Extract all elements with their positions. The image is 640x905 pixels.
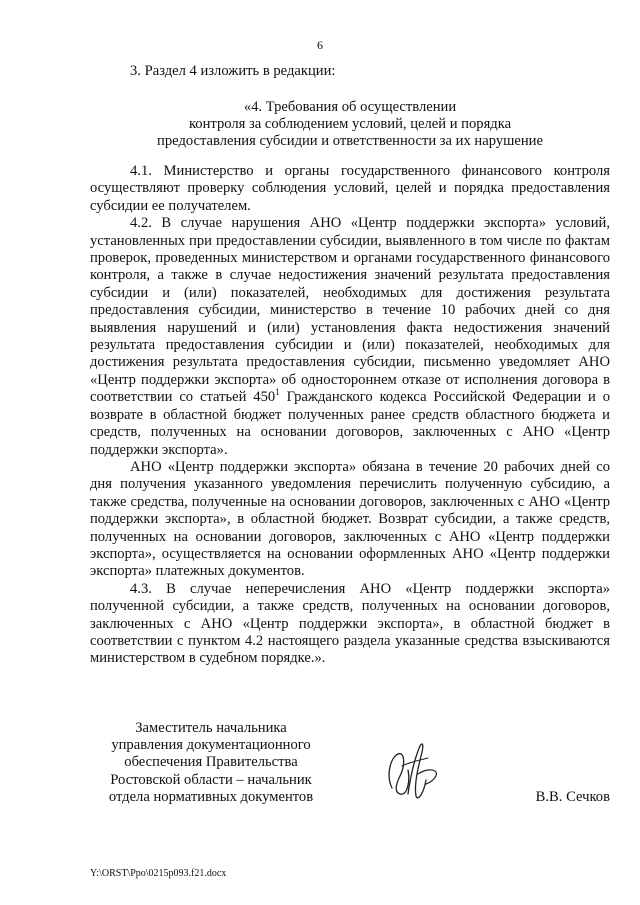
signatory-name: В.В. Сечков — [535, 789, 610, 805]
signatory-title-line-5: отдела нормативных документов — [108, 788, 314, 805]
paragraph-4-2 — [90, 215, 610, 459]
signature-block — [90, 720, 610, 820]
footer-file-path: Y:\ORST\Ppo\0215p093.f21.docx — [90, 868, 227, 879]
paragraph-4-2-text-end: Гражданского кодекса Российской Федерации и о возврате в областной бюджет полученных ранее средств областного бюджета и средств, полученных на основании договоров, заключенных с АНО «Центр поддержки экспорта». — [90, 389, 610, 458]
section-heading — [120, 99, 580, 150]
paragraph-4-1: 4.1. Министерство и органы государственного финансового контроля осуществляют проверку соблюдения условий, целей и порядка предоставления субсидии ее получателем. — [90, 163, 610, 214]
document-body — [90, 163, 610, 668]
heading-line-2: контроля за соблюдением условий, целей и порядка — [188, 116, 512, 132]
signatory-title — [90, 720, 332, 806]
signatory-title-line-3: обеспечения Правительства — [124, 754, 298, 771]
article-superscript: 1 — [275, 387, 280, 398]
handwritten-signature — [380, 736, 440, 808]
page-number: 6 — [317, 38, 323, 52]
signatory-title-line-2: управления документационного — [111, 737, 311, 754]
paragraph-return-obligation: АНО «Центр поддержки экспорта» обязана в течение 20 рабочих дней со дня получения указанного уведомления перечислить полученную субсидию, а также средства, полученные на основании договоров, заключенных с АНО «Центр поддержки экспорта», в областной бюджет. Возврат субсидии, а также средств, полученных на основании договоров, заключенных с АНО «Центр поддержки экспорта», осуществляется на основании оформленных АНО «Центр поддержки экспорта» платежных документов. — [90, 458, 610, 580]
signatory-title-line-1: Заместитель начальника — [135, 720, 287, 736]
heading-line-1: «4. Требования об осуществлении — [243, 99, 457, 115]
amendment-intro: 3. Раздел 4 изложить в редакции: — [130, 63, 336, 79]
signatory-title-line-4: Ростовской области – начальник — [110, 771, 312, 788]
heading-line-3: предоставления субсидии и ответственности за их нарушение — [157, 133, 543, 149]
paragraph-4-3: 4.3. В случае неперечисления АНО «Центр поддержки экспорта» полученной субсидии, а также средств, полученных на основании договоров, заключенных с АНО «Центр поддержки экспорта», в областной бюджет в соответствии с пунктом 4.2 настоящего раздела указанные средства взыскиваются министерством в судебном порядке.». — [90, 580, 610, 667]
paragraph-4-2-text-start: 4.2. В случае нарушения АНО «Центр поддержки экспорта» условий, установленных при предоставлении субсидии, выявленного в том числе по фактам проверок, проведенных министерством и органами государственного финансового контроля, а также в случае недостижения значений результата предоставления субсидии и (или) показателей, необходимых для достижения результата предоставления субсидии, министерство в течение 10 рабочих дней со дня выявления нарушений и (или) установления факта недостижения значений результата предоставления субсидии и (или) показателей, необходимых для достижения результата предоставления субсидии, письменно уведомляет АНО «Центр поддержки экспорта» об одностороннем отказе от исполнения договора в соответствии со статьей 450 — [90, 215, 610, 406]
